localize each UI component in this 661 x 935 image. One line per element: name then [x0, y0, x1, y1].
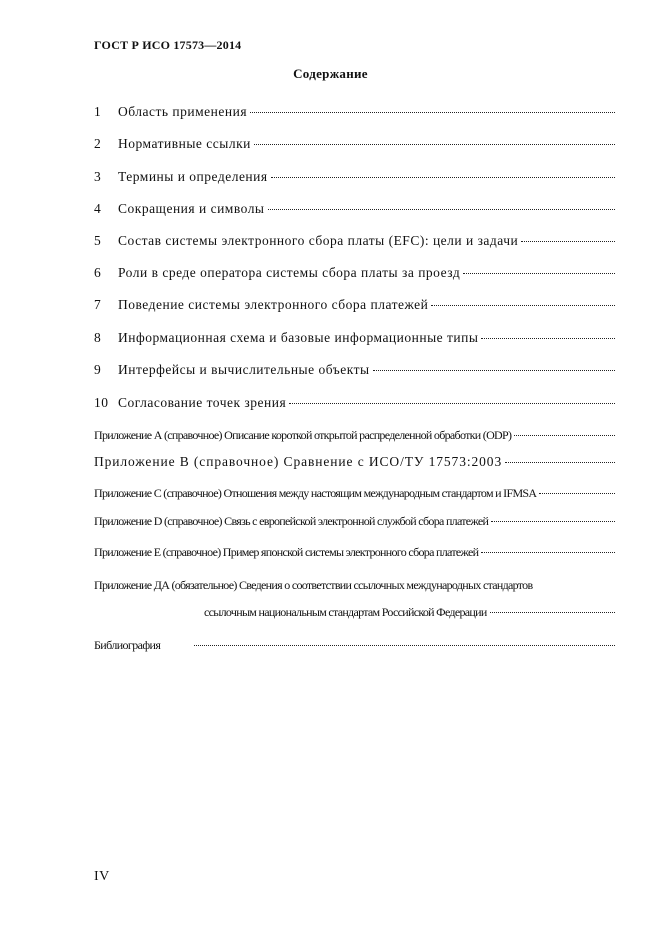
toc-appendix-label: Приложение D (справочное) Связь с европейской электронной службой сбора платежей — [94, 514, 489, 528]
dot-leader — [481, 338, 615, 339]
toc-entry-label: Интерфейсы и вычислительные объекты — [118, 362, 370, 377]
toc-appendix-label: Приложение А (справочное) Описание короткой открытой распределенной обработки (ODP) — [94, 428, 512, 442]
toc-entry — [94, 330, 615, 346]
toc-entry — [94, 136, 615, 152]
toc-appendix-label: Приложение В (справочное) Сравнение с ИСО/ТУ 17573:2003 — [94, 454, 503, 469]
toc-entry — [94, 169, 615, 185]
toc-entry — [94, 265, 615, 281]
toc-appendix-da — [94, 578, 615, 620]
dot-leader — [539, 493, 615, 494]
toc-appendix-da-line2: ссылочным национальным стандартам Российской Федерации — [204, 605, 487, 619]
toc-appendix-e — [94, 545, 615, 560]
toc-entry — [94, 104, 615, 120]
page-number: IV — [94, 869, 110, 884]
toc-entry-number: 3 — [94, 169, 102, 184]
toc-entry-label: Термины и определения — [118, 169, 268, 184]
toc-entry — [94, 201, 615, 217]
dot-leader — [514, 435, 615, 436]
toc-entry — [94, 297, 615, 313]
dot-leader — [463, 273, 615, 274]
dot-leader — [194, 645, 615, 646]
dot-leader — [481, 552, 615, 553]
toc-entry-number: 4 — [94, 201, 102, 216]
toc-appendix-d — [94, 514, 615, 529]
dot-leader — [289, 403, 615, 404]
toc-appendix-c — [94, 486, 615, 501]
toc-entry — [94, 395, 615, 411]
toc-entry — [94, 362, 615, 378]
toc-entry-label: Поведение системы электронного сбора платежей — [118, 297, 429, 312]
toc-entry-number: 8 — [94, 330, 102, 345]
document-header: ГОСТ Р ИСО 17573—2014 — [94, 38, 242, 52]
page-title: Содержание — [293, 66, 368, 81]
toc-appendix-label: Приложение Е (справочное) Пример японской системы электронного сбора платежей — [94, 545, 479, 559]
toc-entry-label: Область применения — [118, 104, 248, 119]
toc-entry-number: 10 — [94, 395, 109, 410]
dot-leader — [268, 209, 616, 210]
toc-entry-label: Состав системы электронного сбора платы (EFC): цели и задачи — [118, 233, 519, 248]
toc-entry-label: Информационная схема и базовые информационные типы — [118, 330, 479, 345]
toc-entry — [94, 233, 615, 249]
toc-entry-label: Нормативные ссылки — [118, 136, 251, 151]
toc-entry-number: 9 — [94, 362, 102, 377]
toc-entry-label: Роли в среде оператора системы сбора платы за проезд — [118, 265, 461, 280]
toc-bibliography — [94, 638, 615, 653]
dot-leader — [521, 241, 615, 242]
toc-entry-label: Сокращения и символы — [118, 201, 265, 216]
toc-entry-number: 2 — [94, 136, 102, 151]
toc-appendix-da-line1: Приложение ДА (обязательное) Сведения о соответствии ссылочных международных стандартов — [94, 578, 533, 592]
toc-appendix-da-continuation — [204, 605, 615, 620]
toc-entry-label: Согласование точек зрения — [118, 395, 287, 410]
toc-entry-number: 1 — [94, 104, 102, 119]
toc-entry-number: 5 — [94, 233, 102, 248]
dot-leader — [431, 305, 615, 306]
toc-appendix-b — [94, 454, 615, 470]
toc-appendix-a — [94, 428, 615, 443]
dot-leader — [254, 144, 615, 145]
dot-leader — [505, 462, 615, 463]
dot-leader — [250, 112, 615, 113]
toc-appendix-label: Приложение С (справочное) Отношения между настоящим международным стандартом и IFMSA — [94, 486, 537, 500]
toc-entry-number: 7 — [94, 297, 102, 312]
toc-bibliography-label: Библиография — [94, 638, 161, 652]
toc-entry-number: 6 — [94, 265, 102, 280]
dot-leader — [373, 370, 615, 371]
dot-leader — [271, 177, 615, 178]
dot-leader — [491, 521, 615, 522]
dot-leader — [490, 612, 615, 613]
